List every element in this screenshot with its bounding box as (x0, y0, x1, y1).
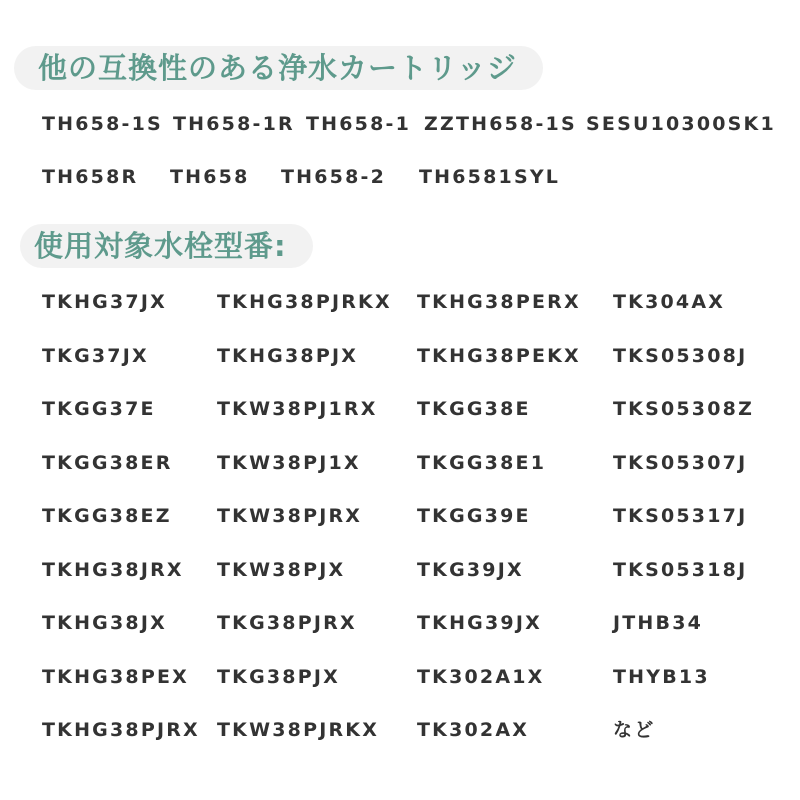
cartridge-model: TH6581SYL (419, 166, 561, 188)
faucet-model: TKHG37JX (42, 291, 167, 313)
cartridge-model: SESU10300SK1 (586, 113, 776, 135)
faucet-model: TKGG38E1 (417, 452, 547, 474)
faucet-model: TKHG38PJRX (42, 719, 200, 741)
cartridge-model: TH658-2 (281, 166, 387, 188)
cartridge-model: TH658-1R (173, 113, 295, 135)
faucet-model: THYB13 (613, 666, 710, 688)
faucet-model: TKG37JX (42, 345, 149, 367)
faucet-model: TKG39JX (417, 559, 524, 581)
faucet-model: JTHB34 (613, 612, 704, 634)
faucet-model: TKGG39E (417, 505, 531, 527)
faucet-model: TKGG38EZ (42, 505, 172, 527)
faucet-model: TKHG38JRX (42, 559, 184, 581)
faucet-model: TKS05318J (613, 559, 748, 581)
faucet-model: TKS05307J (613, 452, 748, 474)
faucet-model: TKG38PJX (217, 666, 340, 688)
cartridge-model: TH658 (170, 166, 250, 188)
faucet-model-etc: など (613, 719, 656, 741)
faucet-models-heading: 使用対象水栓型番: (20, 224, 313, 268)
faucet-model: TKHG38PEX (42, 666, 189, 688)
faucet-model: TKHG38JX (42, 612, 167, 634)
faucet-model: TKW38PJRX (217, 505, 363, 527)
cartridge-model: TH658-1S (42, 113, 163, 135)
faucet-model: TKG38PJRX (217, 612, 357, 634)
cartridge-model: TH658-1 (306, 113, 412, 135)
cartridge-model: ZZTH658-1S (424, 113, 577, 135)
faucet-model: TKW38PJRKX (217, 719, 380, 741)
faucet-model: TKW38PJ1X (217, 452, 361, 474)
faucet-model: TKW38PJ1RX (217, 398, 378, 420)
faucet-model: TKGG38ER (42, 452, 173, 474)
faucet-model: TK304AX (613, 291, 726, 313)
faucet-model: TKHG38PJX (217, 345, 359, 367)
faucet-model: TKHG38PEKX (417, 345, 581, 367)
compatible-cartridges-heading: 他の互換性のある浄水カートリッジ (14, 46, 543, 90)
faucet-model: TKS05308J (613, 345, 748, 367)
faucet-model: TKGG37E (42, 398, 156, 420)
cartridge-model: TH658R (42, 166, 139, 188)
faucet-model: TK302A1X (417, 666, 545, 688)
faucet-model: TK302AX (417, 719, 530, 741)
faucet-model: TKS05308Z (613, 398, 755, 420)
faucet-model: TKHG38PJRKX (217, 291, 392, 313)
faucet-model: TKHG38PERX (417, 291, 581, 313)
faucet-model: TKGG38E (417, 398, 531, 420)
faucet-model: TKS05317J (613, 505, 748, 527)
faucet-model: TKHG39JX (417, 612, 542, 634)
faucet-model: TKW38PJX (217, 559, 346, 581)
